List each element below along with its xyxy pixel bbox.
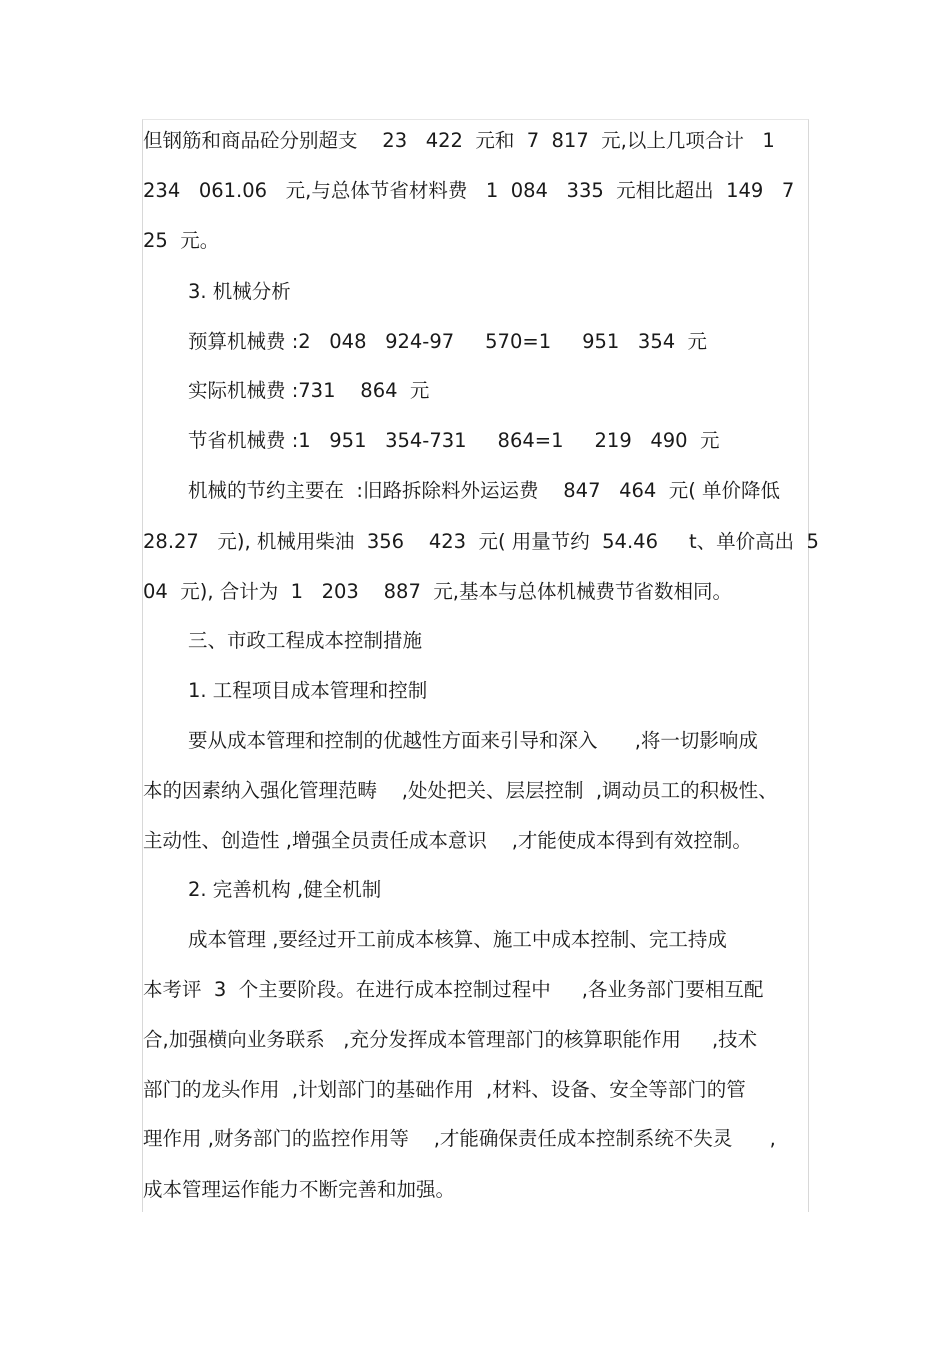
text-line-17: 成本管理 ,要经过开工前成本核算、施工中成本控制、完工持成 — [188, 928, 727, 951]
subsection-heading-2: 2. 完善机构 ,健全机制 — [188, 878, 382, 901]
text-line-20: 部门的龙头作用 ,计划部门的基础作用 ,材料、设备、安全等部门的管 — [143, 1078, 746, 1101]
text-line-13: 要从成本管理和控制的优越性方面来引导和深入 ,将一切影响成 — [188, 729, 758, 752]
text-line-8: 机械的节约主要在 :旧路拆除料外运运费 847 464 元( 单价降低 — [188, 479, 780, 502]
text-line-budget-machinery: 预算机械费 :2 048 924-97 570=1 951 354 元 — [188, 330, 708, 353]
text-line-15: 主动性、创造性 ,增强全员责任成本意识 ,才能使成本得到有效控制。 — [143, 829, 752, 852]
text-line-actual-machinery: 实际机械费 :731 864 元 — [188, 379, 430, 402]
text-line-2: 234 061.06 元,与总体节省材料费 1 084 335 元相比超出 149 7 — [143, 179, 795, 202]
text-line-14: 本的因素纳入强化管理范畴 ,处处把关、层层控制 ,调动员工的积极性、 — [143, 779, 778, 802]
section-heading-cost-control-measures: 三、市政工程成本控制措施 — [188, 629, 423, 652]
text-line-10: 04 元), 合计为 1 203 887 元,基本与总体机械费节省数相同。 — [143, 580, 732, 603]
text-line-saved-machinery: 节省机械费 :1 951 354-731 864=1 219 490 元 — [188, 429, 720, 452]
text-line-1: 但钢筋和商品砼分别超支 23 422 元和 7 817 元,以上几项合计 1 — [143, 129, 775, 152]
subsection-heading-1: 1. 工程项目成本管理和控制 — [188, 679, 428, 702]
text-line-3: 25 元。 — [143, 229, 220, 252]
text-line-19: 合,加强横向业务联系 ,充分发挥成本管理部门的核算职能作用 ,技术 — [143, 1028, 758, 1051]
text-line-18: 本考评 3 个主要阶段。在进行成本控制过程中 ,各业务部门要相互配 — [143, 978, 764, 1001]
section-heading-machinery-analysis: 3. 机械分析 — [188, 280, 291, 303]
text-line-9: 28.27 元), 机械用柴油 356 423 元( 用量节约 54.46 t、单价高出 5 — [143, 530, 819, 553]
text-line-22: 成本管理运作能力不断完善和加强。 — [143, 1178, 456, 1201]
text-line-21: 理作用 ,财务部门的监控作用等 ,才能确保责任成本控制系统不失灵 , — [143, 1127, 776, 1150]
